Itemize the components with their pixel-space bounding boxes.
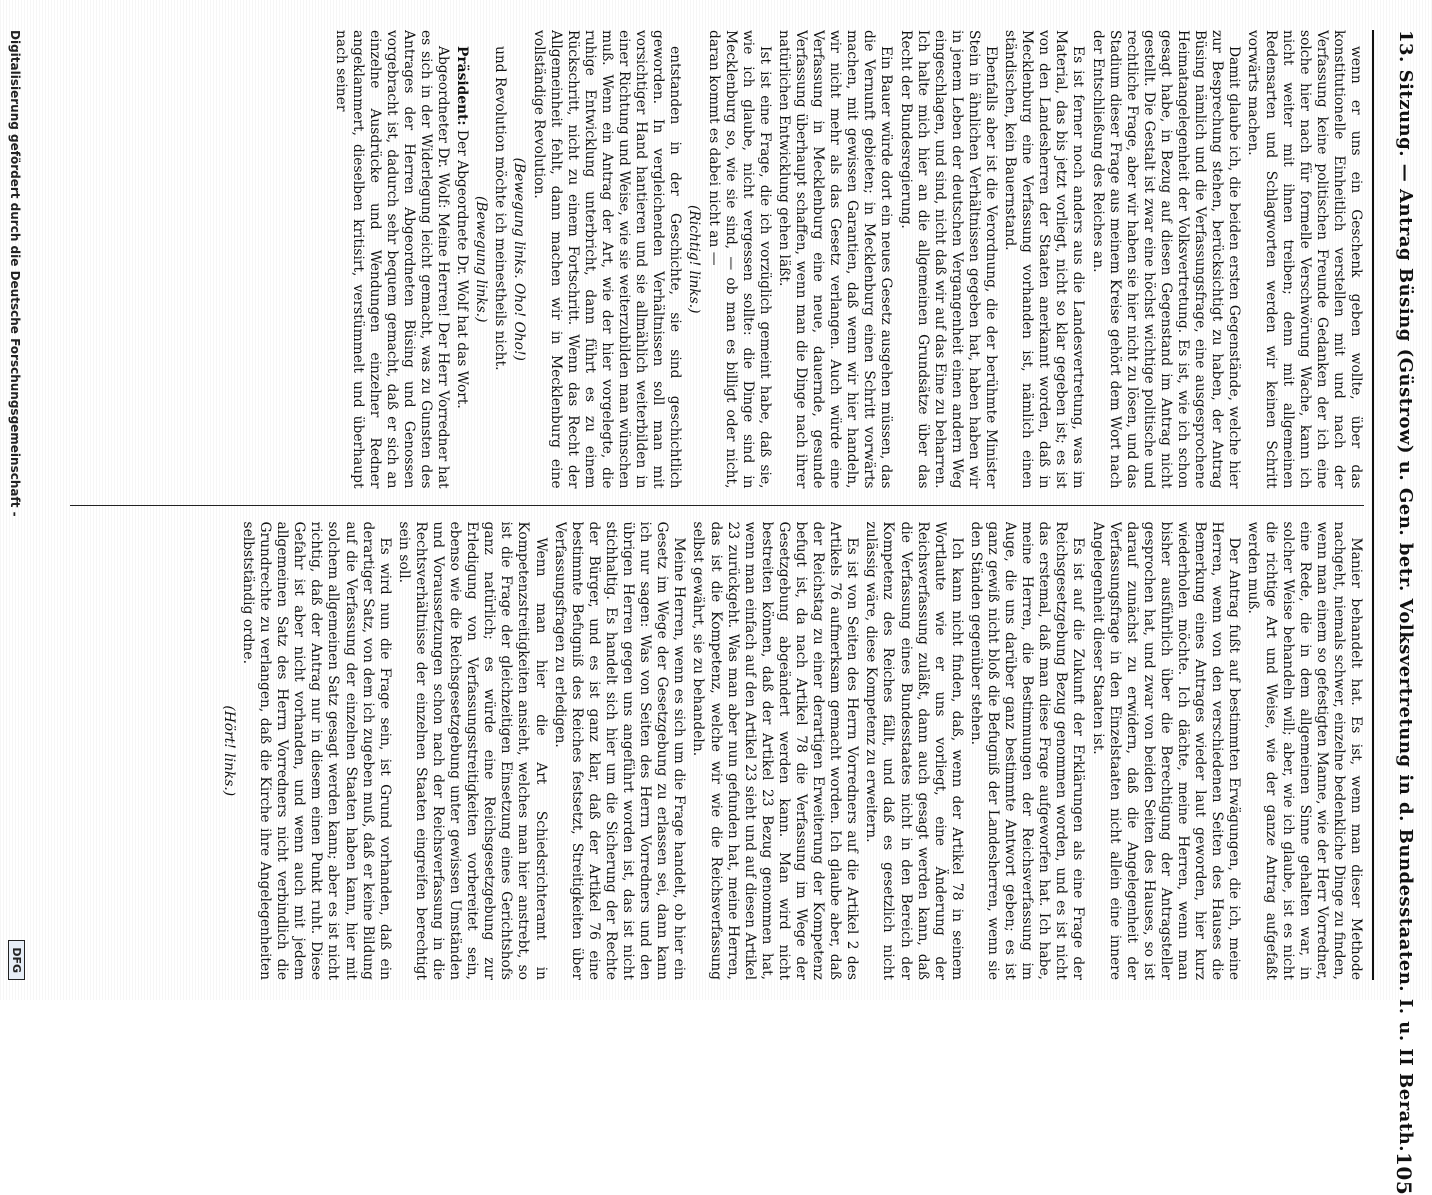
paragraph: Meine Herren, wenn es sich um die Frage handelt, ob hier ein Gesetz im Wege der Gesetzgebung zu erlassen sei, dann kann ich nur sagen: Was von Seiten des Herrn Vorredners und den übrigen Herren gegen uns angeführt worden ist, das ist nicht stichhaltig. Es handelt sich hier um die Sicherung der Rechte der Bürger, und es ist ganz klar, daß der Artikel 76 eine bestimmte Befugniß des Reiches festsetzt, Streitigkeiten über Verfassungsfragen zu erledigen. [551,521,688,980]
page-header [1370,30,1416,1195]
paragraph: Wenn man hier die Art Schiedsrichteramt in Kompetenzstreitigkeiten ansieht, welches man hier anstrebt, so ist die Frage der gleichzeitigen Einsetzung eines Gerichtshofs ganz natürlich; es würde eine Reichsgesetzgebung zur Erledigung von Verfassungsstreitigkeiten vorbereitet sein, ebenso wie die Reichsgesetzgebung unter gewissen Umständen und Voraussetzungen schon nach der Reichsverfassung in die Rechtsverhältnisse der einzelnen Staaten eingreifen berechtigt sein soll. [395,521,549,980]
page-footer [8,30,48,980]
paragraph: Ein Bauer würde dort ein neues Gesetz ausgehen müssen, das die Vernunft gebieten; in Mecklenburg einen Schritt vorwärts machen, mit gewissen Garantien, daß wenn wir hier handeln, wir nicht mehr als das Gesetz verlangen. Auch würde eine Verfassung in Mecklenburg eine neue, dauernde, gesunde Verfassung überhaupt schaffen, wenn man die Dinge nach ihrer natürlichen Entwicklung gehen läßt. [775,30,895,489]
interjection: (Hört! links.) [220,705,237,797]
paragraph: Abgeordneter Dr. Wolf: Meine Herren! Der Herr Vorredner hat es sich in der Widerlegung leicht gemacht, was zu Gunsten des Antrages der Herren Abgeordneten Büsing und Genossen vorgebracht ist, dadurch sehr bequem gemacht, daß er sich an einzelne Ausdrücke und Wendungen einzelner Redner angeklammert, dieselben kritisirt, verstümmelt und überhaupt nach seiner [332,30,452,489]
paragraph: Es ist von Seiten des Herrn Vorredners auf die Artikel 2 des Artikels 76 aufmerksam gemacht worden. Ich glaube aber, daß der Reichstag zu einer derartigen Erweiterung der Kompetenz befugt ist, da nach Artikel 78 die Verfassung im Wege der Gesetzgebung abgeändert werden kann. Man wird nicht bestreiten können, daß der Artikel 23 Bezug genommen hat, wenn man einfach auf den Artikel 23 sieht und auf diesen Artikel 23 zurückgeht. Was man aber nun gefunden hat, meine Herren, das ist die Kompetenz, welche wir wie die Reichsverfassung selbst gewährt, sie zu behandeln. [690,521,861,980]
funding-note: Digitalisierung gefördert durch die Deutsche Forschungsgemeinschaft - [8,30,22,517]
paragraph: Ebenfalls aber ist die Verordnung, die der berühmte Minister Stein in ähnlichen Verhältnissen gegeben hat, haben haben wir in jenem Leben der deutschen Vergangenheit einen andern Weg eingeschlagen, und sind, nicht daß wir auf das Eine zu beharren. Ich halte mich hier an die allgemeinen Grundsätze über das Recht der Bundesregierung. [897,30,1000,489]
president-line [453,30,470,489]
paragraph: wenn er uns ein Geschenk geben wollte, über das konstitutionelle Einheitlich verstellen mit und nach der Verfassung keine politischen Freunde Gedanken der ich eine solche hier nach für formelle Verschwörung Wache, kann ich nicht weiter mit ihnen treiben; denn mit allgemeinen Redensarten und Schlagworten werden wir keinen Schritt vorwärts machen. [1245,30,1364,489]
speaker-text: Der Abgeordnete Dr. Wolf hat das Wort. [454,129,471,409]
header-rule [1372,30,1374,980]
paragraph: Manier behandelt hat. Es ist, wenn man dieser Methode nachgeht, niemals schwer, einzelne bedenkliche Dinge zu finden, wenn man einem so gefestigten Manne, wie der Herr Vorredner, eine Rede, die in dem allgemeinen Sinne gehalten war, in solcher Weise behandeln will; aber, wie ich glaube, ist es nicht die richtige Art und Weise, wie der ganze Antrag aufgefaßt werden muß. [1245,521,1364,980]
paragraph: Der Antrag fußt auf bestimmten Erwägungen, die ich, meine Herren, wenn von den verschiedenen Seiten des Hauses die Bemerkung eines Antrages wieder laut geworden, hier kurz wiederholen möchte. Ich dächte, meine Herren, wenn man bisher ausführlich über die Berechtigung der Antragsteller gesprochen hat, und zwar von beiden Seiten des Hauses, so ist darauf zunächst zu erwidern, daß die Angelegenheit der Verfassungsfrage in den Einzelstaaten nicht allein eine innere Angelegenheit dieser Staaten ist. [1089,521,1243,980]
paragraph: entstanden in der Geschichte, sie sind geschichtlich geworden. In vergleichenden Verhältnissen soll man mit vorsichtiger Hand hantieren und sie allmählich weiterbilden in einer Richtung und Weise, wie sie weiterzubilden man wünschen muß. Wenn ein Antrag der Art, wie der hier vorgelegte, die ruhige Entwicklung unterbricht, dann führt es zu einem Rückschritt, nicht zu einem Fortschritt. Wenn das Recht der Allgemeinheit fehlt, dann machen wir in Mecklenburg eine vollständige Revolution. [530,30,684,489]
column-left [70,30,1364,489]
paragraph: Es ist auf die Zukunft der Erklärungen als eine Frage der Reichsgesetzgebung Bezug genommen worden, und es ist nicht das erstemal, daß man diese Frage aufgeworfen hat. Ich habe, meine Herren, die Bestimmungen der Reichsverfassung im Auge, die uns darüber ganz bestimmte Antwort geben; es ist ganz gewiß nicht bloß die Befugniß der Landesherren, wenn sie den Ständen gegenüber stehen. [967,521,1087,980]
paragraph: Damit glaube ich, die beiden ersten Gegenstände, welche hier zur Besprechung stehen, berücksichtigt zu haben, der Antrag Büsing nämlich und die Verfassungsfrage, eine ausgesprochene Heimatangelegenheit der Volksvertretung. Es ist, wie ich schon gesagt habe, in Bezug auf diesen Gegenstand im Antrag nicht gestellt. Die Gestalt ist zwar eine höchst wichtige politische und rechtliche Frage, aber wir haben sie hier nicht zu lösen, und das Stadium dieser Frage aus meinem Kreise gehört dem Wort nach der Entschließung des Reiches an. [1089,30,1243,489]
paragraph: Es ist ferner noch anders aus die Landesvertretung, was im Material, das bis jetzt vorliegt, nicht so klar gegeben ist; es ist von den Landesherren der Staaten anerkannt worden, daß in Mecklenburg eine Verfassung vorhanden ist, nämlich einen ständischen, kein Bauernstand. [1002,30,1087,489]
paragraph: und Revolution möchte ich meinestheils nicht. [492,46,509,371]
speaker-label: Präsident: [454,46,471,126]
interjection: (Bewegung links.) [473,196,490,323]
interjection: (Richtig! links.) [686,205,703,314]
running-head: 13. Sitzung. — Antrag Büsing (Güstrow) u. Gen. betr. Volksvertretung in d. Bundesstaaten. I. u. II Berath. [1395,30,1416,1153]
paragraph: Ist ist eine Frage, die ich vorzüglich gemeint habe, daß sie, wie ich glaube, nicht vergessen sollte: die Dinge sind in Mecklenburg so, wie sie sind, — ob man es billigt oder nicht, daran kommt es dabei nicht an — [705,30,773,489]
paragraph: Ich kann nicht finden, daß, wenn der Artikel 78 in seinem Wortlaute wie er uns vorliegt, eine Änderung der Reichsverfassung zuläßt, dann auch gesagt werden kann, daß die Verfassung eines Bundesstaates nicht in den Bereich der Kompetenz des Reiches fällt, und daß es gesetzlich nicht zulässig wäre, diese Kompetenz zu erweitern. [863,521,965,980]
dfg-logo: DFG [8,940,25,980]
paragraph: Es wird nun die Frage sein, ist Grund vorhanden, daß ein derartiger Satz, von dem ich zugeben muß, daß er keine Bildung auf die Verfassung der einzelnen Staaten haben kann, hier mit solchem allgemeinen Satz gesagt werden kann; aber es ist nicht richtig, daß der Antrag nur in diesem einen Punkt ruht. Diese Gefahr ist aber nicht vorhanden, und wenn auch mit jedem allgemeinen Satz des Herrn Vorredners nicht verbindlich die Grundrechte zu verlangen, daß die Kirche ihre Angelegenheiten selbstständig ordne. [240,521,393,980]
page-number: 105 [1392,1152,1416,1195]
interjection: (Bewegung links. Oho! Oho!) [511,157,528,361]
column-right [70,522,1364,981]
text-columns [70,30,1364,980]
column-separator [70,505,1364,506]
